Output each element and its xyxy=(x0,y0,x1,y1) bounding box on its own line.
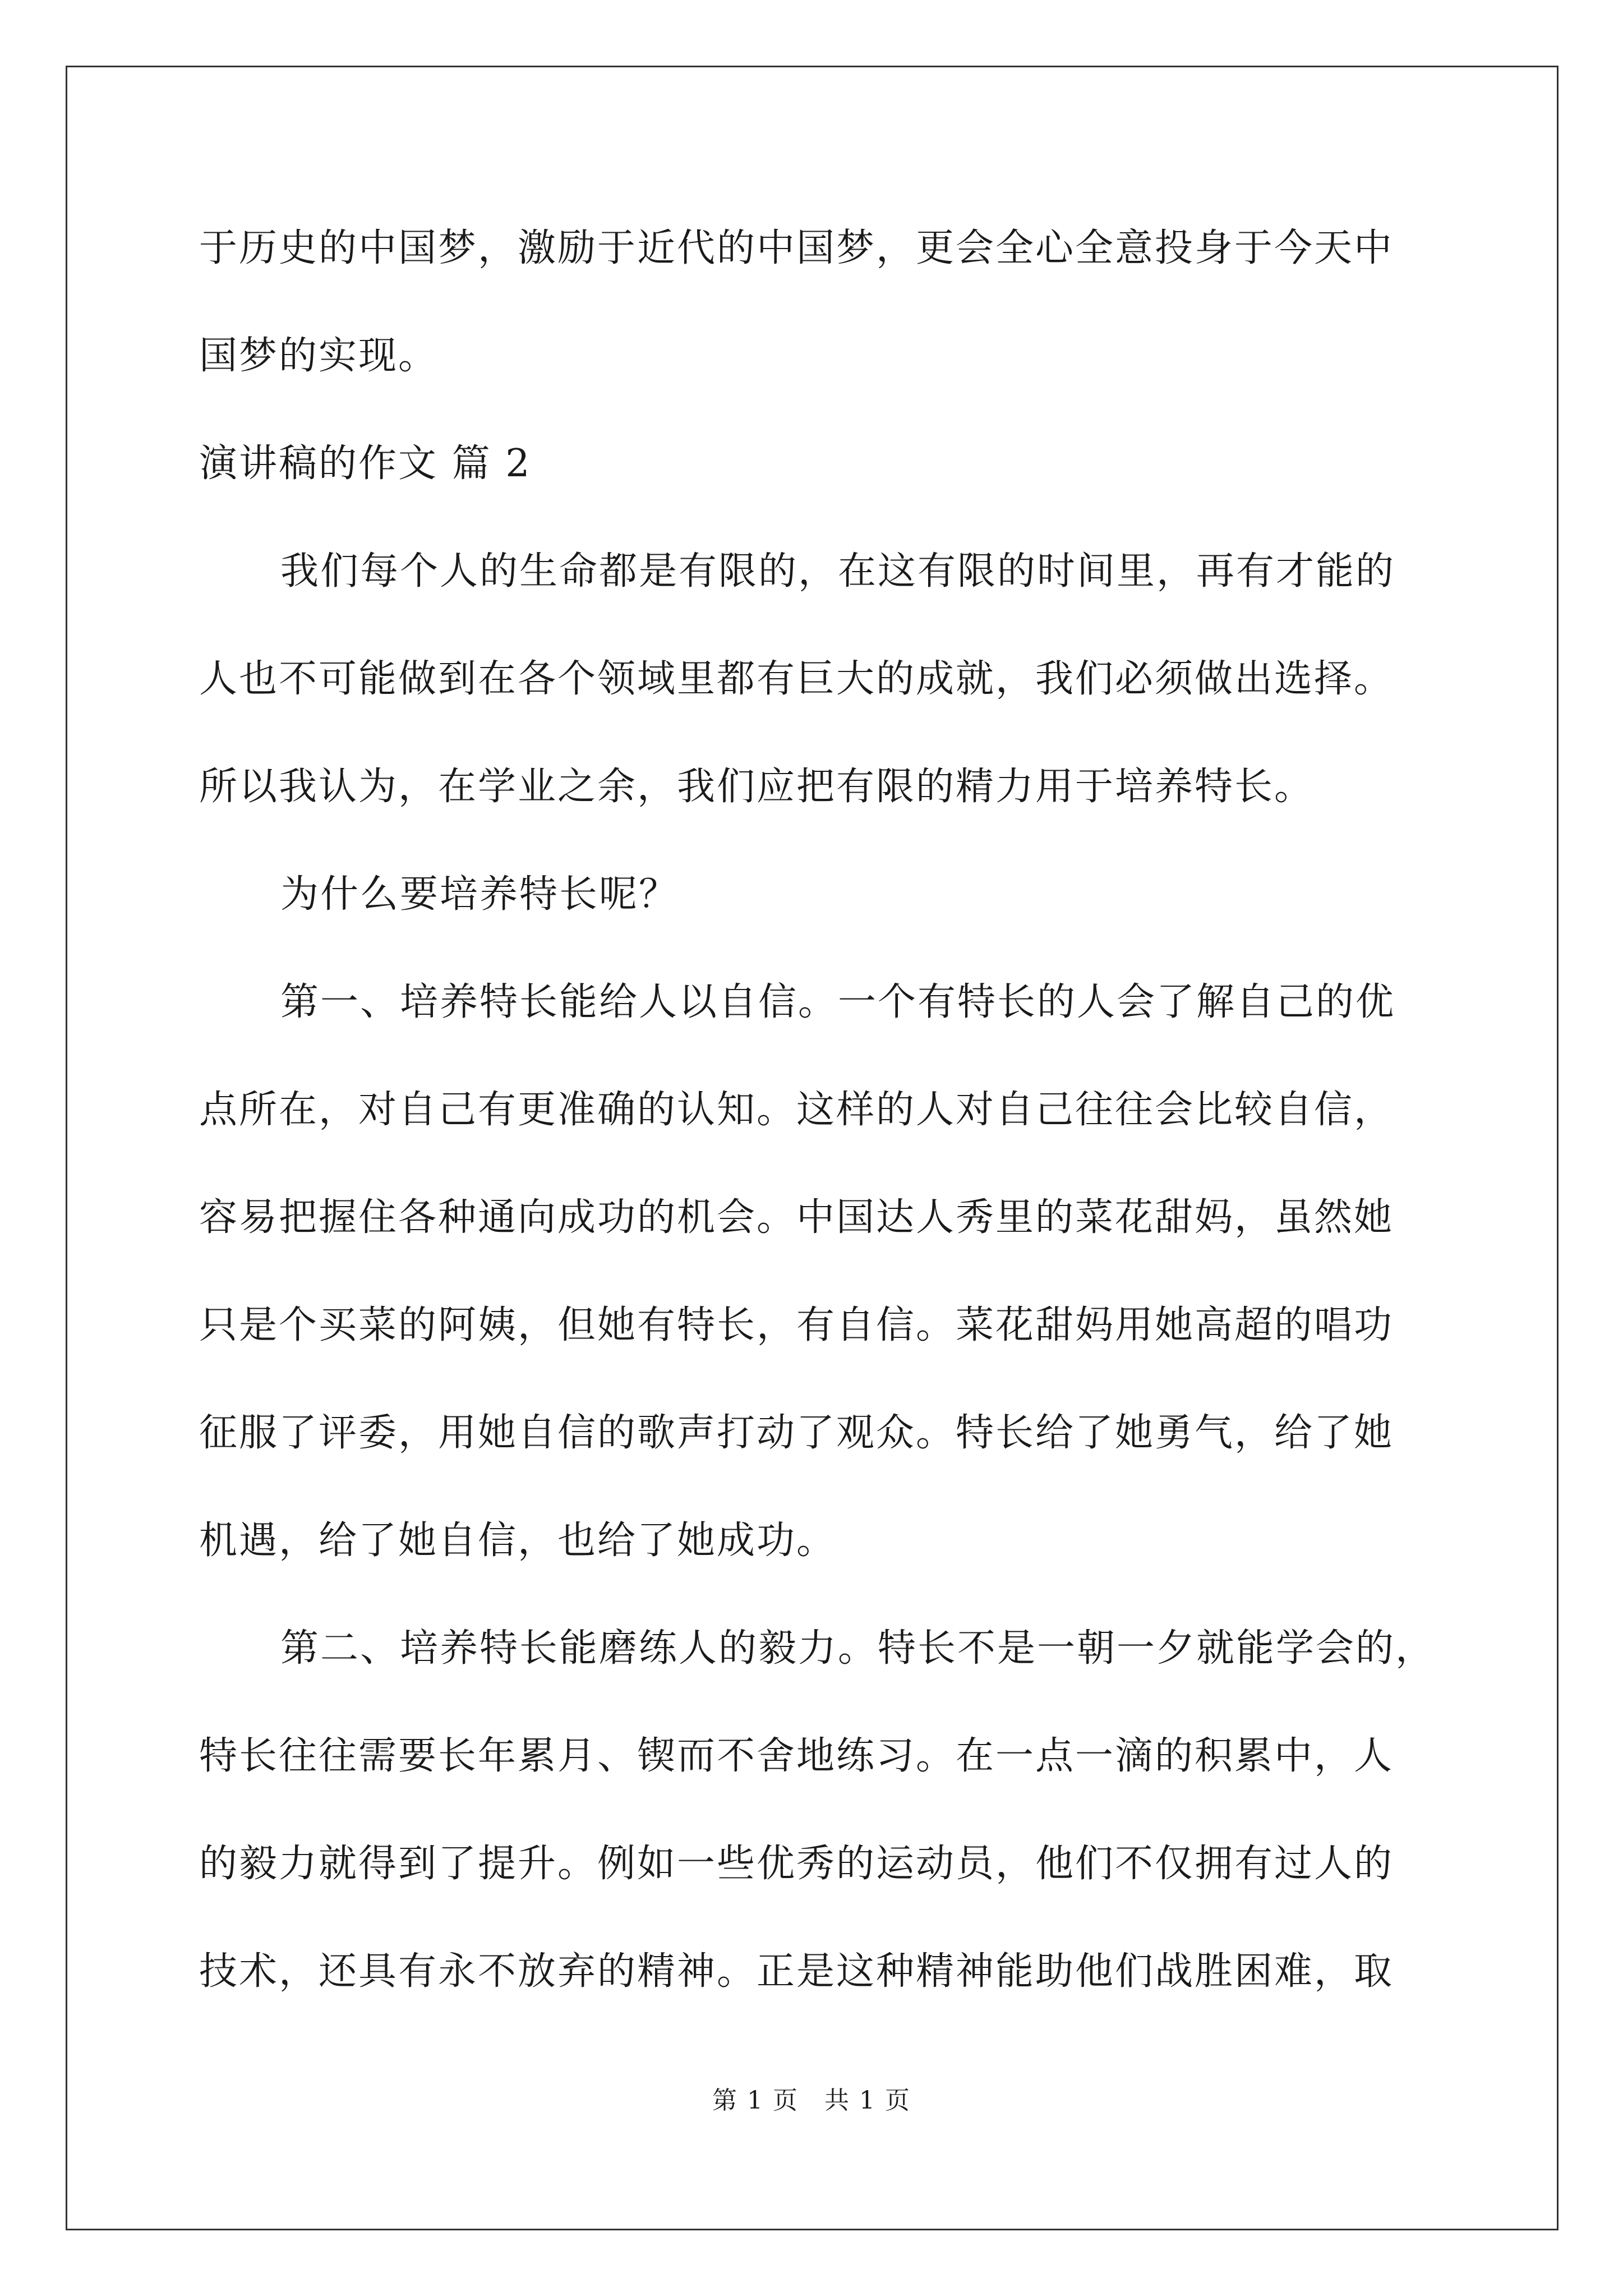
paragraph-first-line: 第二、培养特长能磨练人的毅力。特长不是一朝一夕就能学会的， xyxy=(280,1626,1436,1671)
body-text-line: 国梦的实现。 xyxy=(199,334,439,378)
body-text-line: 点所在，对自己有更准确的认知。这样的人对自己往往会比较自信， xyxy=(199,1088,1394,1132)
body-text-line: 技术，还具有永不放弃的精神。正是这种精神能助他们战胜困难，取 xyxy=(199,1949,1394,1994)
body-text-line: 机遇，给了她自信，也给了她成功。 xyxy=(199,1519,837,1563)
paragraph-first-line: 第一、培养特长能给人以自信。一个有特长的人会了解自己的优 xyxy=(280,980,1396,1024)
paragraph-first-line: 为什么要培养特长呢？ xyxy=(280,872,679,917)
body-text-line: 的毅力就得到了提升。例如一些优秀的运动员，他们不仅拥有过人的 xyxy=(199,1842,1394,1886)
body-text-line: 特长往往需要长年累月、锲而不舍地练习。在一点一滴的积累中，人 xyxy=(199,1734,1394,1778)
body-text-line: 容易把握住各种通向成功的机会。中国达人秀里的菜花甜妈，虽然她 xyxy=(199,1195,1394,1240)
paragraph-first-line: 我们每个人的生命都是有限的，在这有限的时间里，再有才能的 xyxy=(280,549,1396,593)
body-text-line: 只是个买菜的阿姨，但她有特长，有自信。菜花甜妈用她高超的唱功 xyxy=(199,1303,1394,1347)
body-text-line: 征服了评委，用她自信的歌声打动了观众。特长给了她勇气，给了她 xyxy=(199,1411,1394,1455)
body-text-line: 于历史的中国梦，激励于近代的中国梦，更会全心全意投身于今天中 xyxy=(199,226,1394,270)
body-text-line: 所以我认为，在学业之余，我们应把有限的精力用于培养特长。 xyxy=(199,765,1315,809)
page-border xyxy=(66,66,1559,2230)
body-text-line: 人也不可能做到在各个领域里都有巨大的成就，我们必须做出选择。 xyxy=(199,657,1394,701)
section-heading: 演讲稿的作文 篇 2 xyxy=(199,441,532,486)
page-number-footer: 第 1 页 共 1 页 xyxy=(712,2086,911,2115)
